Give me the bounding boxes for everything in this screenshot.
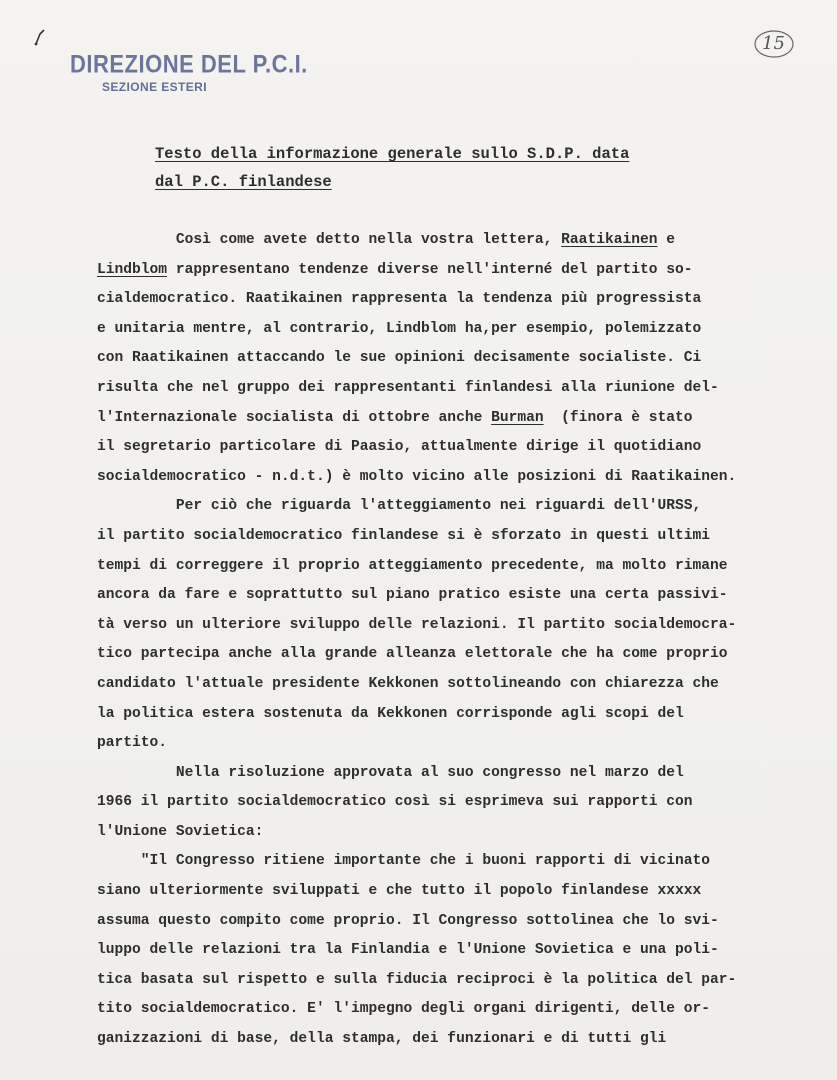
stamp-title: DIREZIONE DEL P.C.I.	[70, 50, 308, 78]
text-line	[97, 433, 817, 463]
text-segment: l'Unione Sovietica:	[97, 823, 264, 840]
text-segment: "Il Congresso ritiene importante che i buoni rapporti di vicinato	[97, 853, 711, 870]
text-segment: tito socialdemocratico. E' l'impegno degli organi dirigenti, delle or-	[97, 1001, 711, 1018]
text-segment: cialdemocratico. Raatikainen rappresenta la tendenza più progressista	[97, 291, 702, 308]
text-line	[97, 611, 817, 641]
document-body	[97, 226, 817, 1055]
underlined-name: Burman	[491, 409, 544, 426]
text-line	[97, 700, 817, 730]
text-segment: tico partecipa anche alla grande alleanza elettorale che ha come proprio	[97, 646, 728, 663]
text-line	[97, 966, 817, 996]
indent	[97, 232, 176, 248]
underlined-name: Lindblom	[97, 261, 168, 278]
text-line	[97, 374, 817, 404]
text-line	[97, 640, 817, 670]
text-segment: tà verso un ulteriore sviluppo delle relazioni. Il partito socialdemocra-	[97, 616, 737, 633]
text-segment: rappresentano tendenze diverse nell'interné del partito so-	[167, 261, 693, 278]
text-segment: tempi di correggere il proprio atteggiamento precedente, ma molto rimane	[97, 557, 728, 574]
text-line	[97, 759, 817, 789]
paragraph	[97, 759, 817, 848]
text-line	[97, 936, 817, 966]
text-segment: Nella risoluzione approvata al suo congresso nel marzo del	[97, 764, 684, 781]
title-line: Testo della informazione generale sullo S.D.P. data	[155, 145, 630, 163]
text-segment: il segretario particolare di Paasio, attualmente dirige il quotidiano	[97, 439, 702, 456]
text-segment: luppo delle relazioni tra la Finlandia e l'Unione Sovietica e una poli-	[97, 942, 719, 959]
text-line	[97, 788, 817, 818]
text-segment: candidato l'attuale presidente Kekkonen sottolineando con chiarezza che	[97, 675, 719, 692]
paragraph	[97, 492, 817, 758]
text-line	[97, 226, 817, 256]
text-segment: Così come avete detto nella vostra lettera,	[175, 232, 562, 248]
text-line	[97, 285, 817, 315]
paragraph	[97, 226, 817, 492]
text-segment: il partito socialdemocratico finlandese si è sforzato in questi ultimi	[97, 527, 711, 544]
text-segment: e	[657, 232, 676, 248]
text-segment: ganizzazioni di base, della stampa, dei funzionari e di tutti gli	[97, 1031, 667, 1048]
text-line	[97, 670, 817, 700]
paragraph	[97, 847, 817, 1054]
text-line	[97, 995, 817, 1025]
text-line	[97, 315, 817, 345]
text-segment: l'Internazionale socialista di ottobre anche	[97, 409, 492, 426]
text-segment: con Raatikainen attaccando le sue opinioni decisamente socialiste. Ci	[97, 350, 702, 367]
text-line	[97, 729, 817, 759]
text-segment: la politica estera sostenuta da Kekkonen corrisponde agli scopi del	[97, 705, 684, 722]
page-number-text: 15	[762, 33, 785, 54]
page-number	[752, 28, 796, 60]
text-segment: ancora da fare e soprattutto sul piano pratico esiste una certa passivi-	[97, 587, 728, 604]
text-line	[97, 818, 817, 848]
text-segment: 1966 il partito socialdemocratico così si esprimeva sui rapporti con	[97, 794, 693, 811]
stamp-subtitle: SEZIONE ESTERI	[102, 80, 207, 94]
pen-mark-icon	[34, 26, 46, 46]
text-line	[97, 847, 817, 877]
text-line	[97, 463, 817, 493]
text-segment: e unitaria mentre, al contrario, Lindblom ha,per esempio, polemizzato	[97, 320, 702, 337]
text-segment: (finora è stato	[543, 409, 693, 426]
text-line	[97, 344, 817, 374]
text-line	[97, 552, 817, 582]
title-line: dal P.C. finlandese	[155, 173, 332, 191]
text-line	[97, 1025, 817, 1055]
document-title	[155, 140, 715, 196]
text-segment: assuma questo compito come proprio. Il Congresso sottolinea che lo svi-	[97, 912, 719, 929]
text-segment: tica basata sul rispetto e sulla fiducia reciproci è la politica del par-	[97, 971, 737, 988]
text-line	[97, 877, 817, 907]
office-stamp	[70, 50, 308, 94]
underlined-name: Raatikainen	[561, 232, 658, 248]
text-segment: partito.	[97, 735, 168, 752]
text-line	[97, 256, 817, 286]
text-segment: siano ulteriormente sviluppati e che tutto il popolo finlandese xxxxx	[97, 883, 702, 900]
text-line	[97, 522, 817, 552]
text-line	[97, 404, 817, 434]
text-segment: risulta che nel gruppo dei rappresentanti finlandesi alla riunione del-	[97, 379, 719, 396]
text-segment: socialdemocratico - n.d.t.) è molto vicino alle posizioni di Raatikainen.	[97, 468, 737, 485]
text-line	[97, 581, 817, 611]
text-line	[97, 492, 817, 522]
text-segment: Per ciò che riguarda l'atteggiamento nei riguardi dell'URSS,	[97, 498, 702, 515]
text-line	[97, 907, 817, 937]
